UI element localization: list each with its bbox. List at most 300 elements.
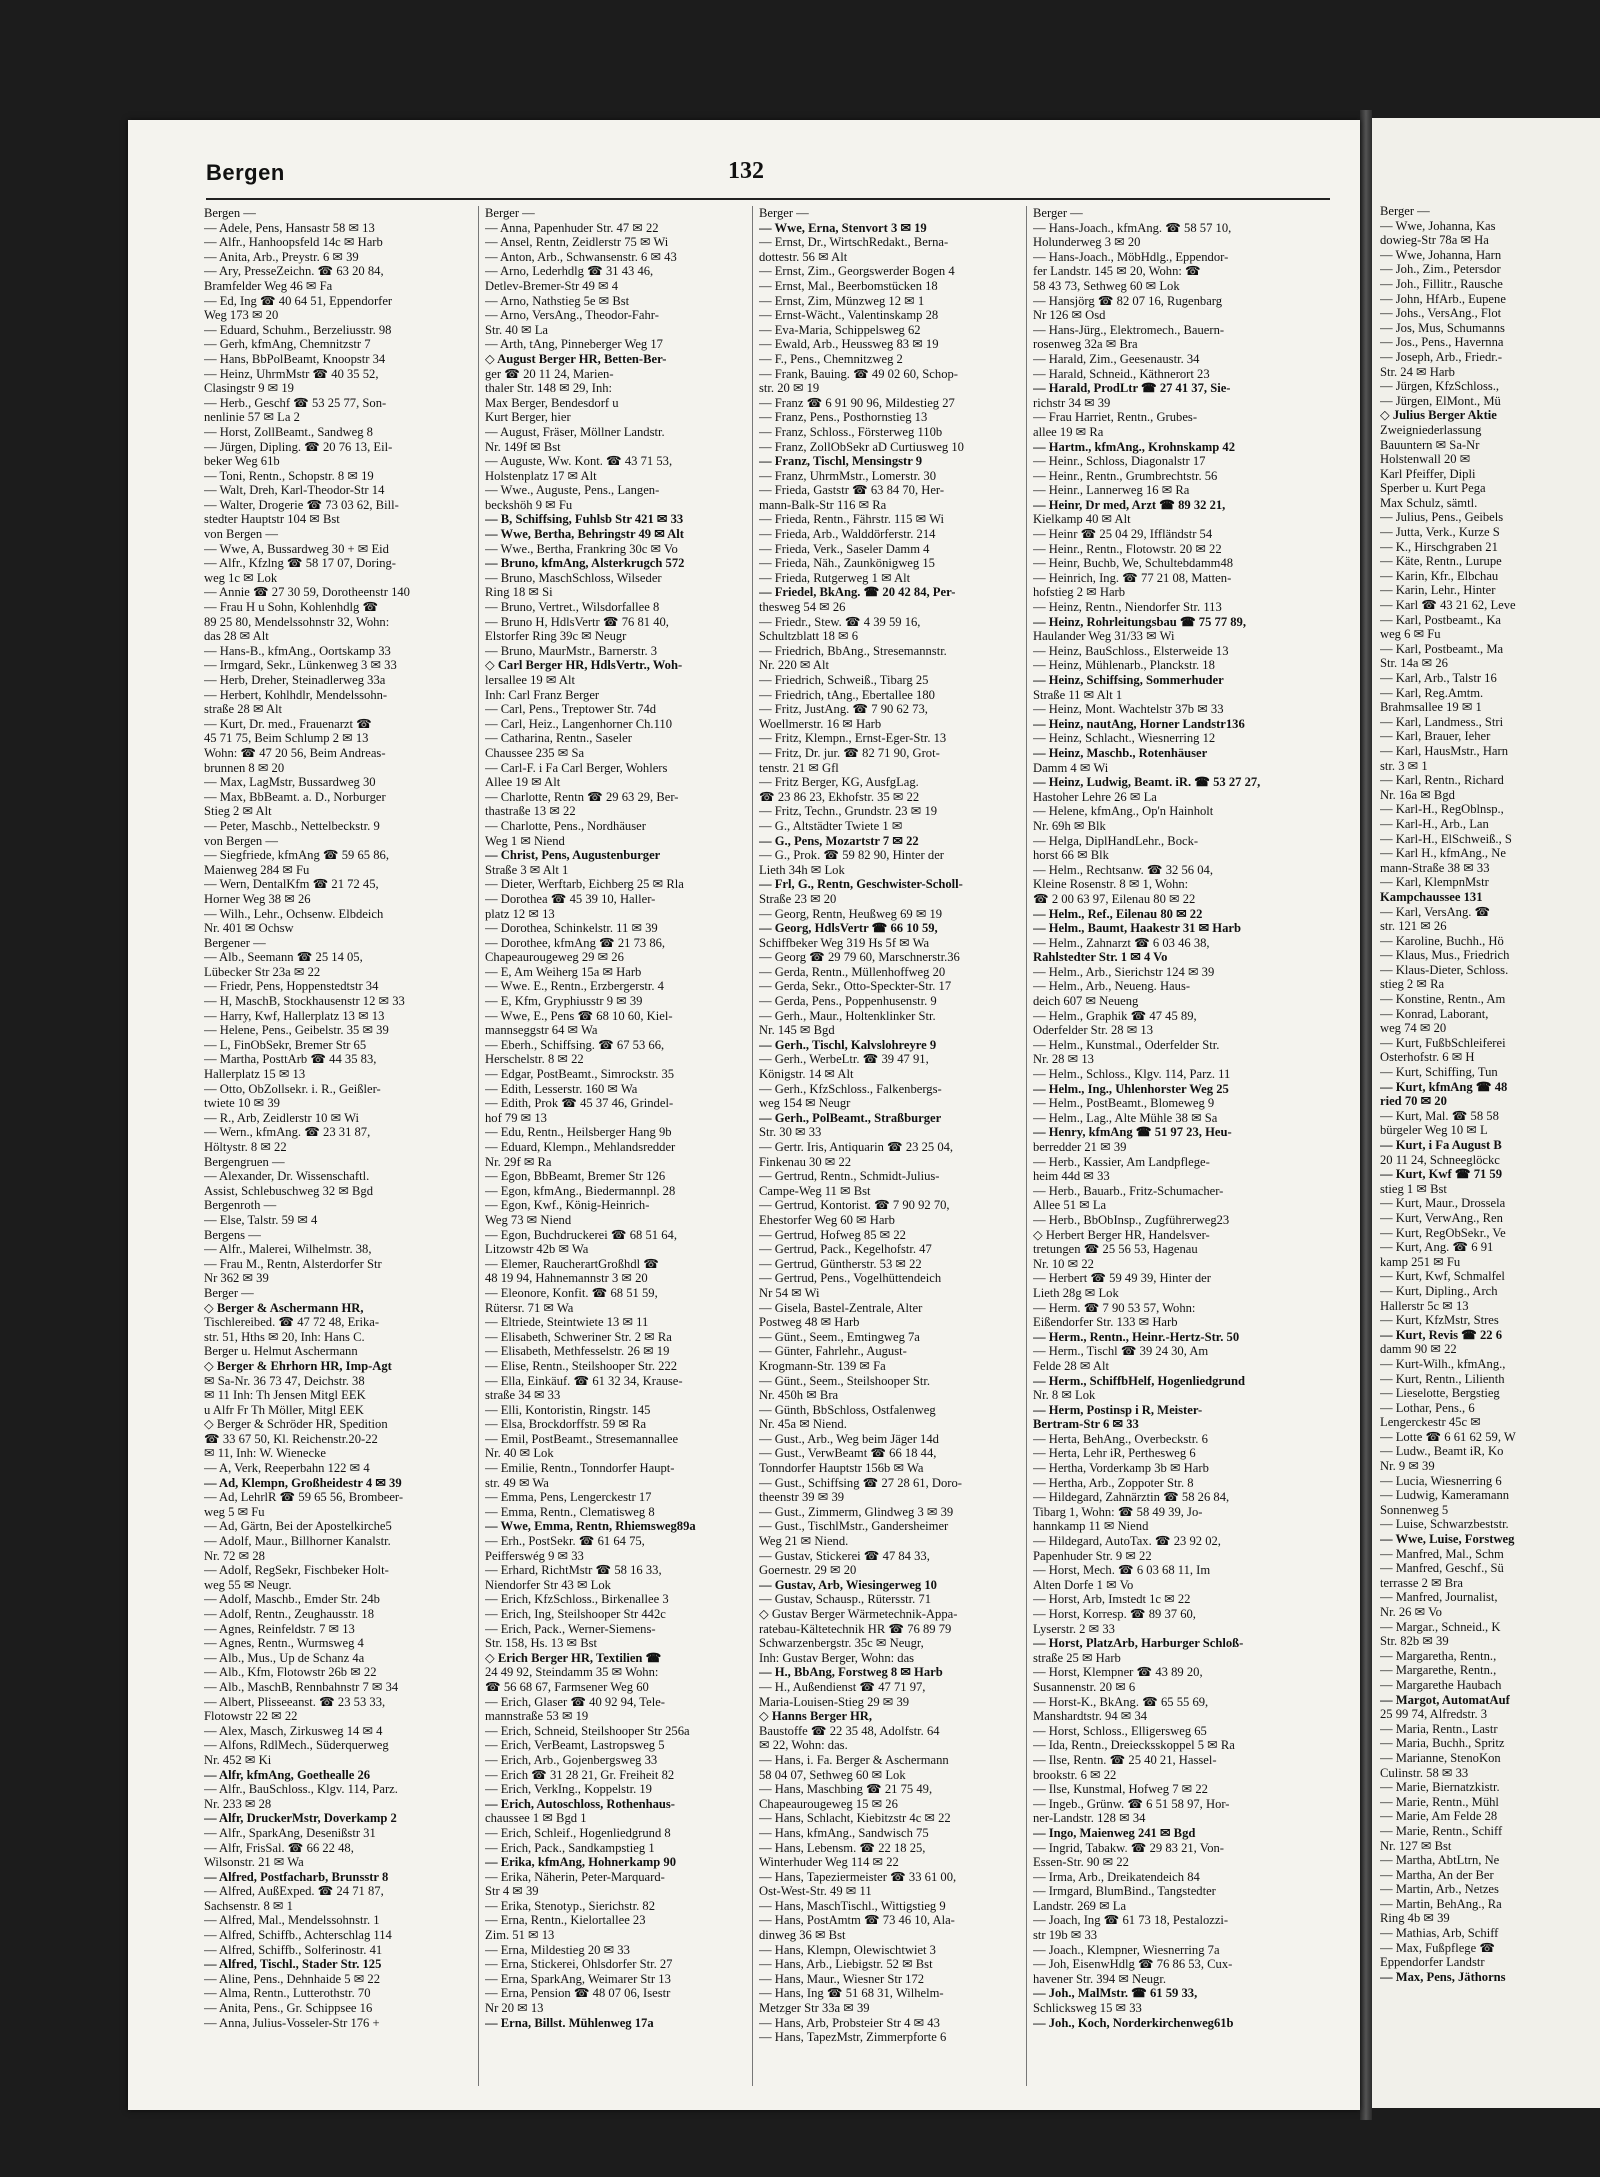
directory-entry-line: — Elisabeth, Methfesselstr. 26 ✉ 19	[485, 1344, 670, 1359]
directory-entry-line: — Hans, Schlacht, Kiebitzstr 4c ✉ 22	[759, 1811, 951, 1826]
directory-entry-line: Stieg 2 ✉ Alt	[204, 804, 272, 819]
directory-entry-line: — L, FinObSekr, Bremer Str 65	[204, 1037, 367, 1052]
directory-entry-line: weg 5 ✉ Fu	[204, 1504, 265, 1519]
facing-page-entry-line: kamp 251 ✉ Fu	[1380, 1254, 1461, 1269]
directory-entry-line: Nr 20 ✉ 13	[485, 2001, 544, 2016]
facing-page-entry-line: str. 3 ✉ 1	[1380, 758, 1428, 773]
directory-entry-line: — Ansel, Rentn, Zeidlerstr 75 ✉ Wi	[485, 235, 669, 250]
directory-entry-line: Nr. 72 ✉ 28	[204, 1548, 265, 1563]
directory-entry-line: — Hans-Joach., kfmAng. ☎ 58 57 10,	[1033, 220, 1232, 235]
directory-entry-line: Bergener —	[204, 935, 266, 950]
directory-entry-line: Horner Weg 38 ✉ 26	[204, 891, 311, 906]
directory-entry-line: — Peter, Maschb., Nettelbeckstr. 9	[204, 818, 380, 833]
directory-entry-line: thaler Str. 148 ✉ 29, Inh:	[485, 381, 613, 396]
directory-entry-line: — Helga, DiplHandLehr., Bock-	[1033, 833, 1199, 848]
facing-page-entry-line: — Lieselotte, Bergstieg	[1380, 1386, 1500, 1401]
directory-entry-line: Schiffbeker Weg 319 Hs 5f ✉ Wa	[759, 935, 930, 950]
directory-entry-line: — Catharina, Rentn., Saseler	[485, 731, 632, 746]
directory-entry-line: — Heinr., Rentn., Grumbrechtstr. 56	[1033, 468, 1218, 483]
directory-entry-line: Detlev-Bremer-Str 49 ✉ 4	[485, 278, 619, 293]
directory-entry-line: — E, Am Weiherg 15a ✉ Harb	[485, 964, 642, 979]
directory-entry-line: — Wwe, Emma, Rentn, Rhiemsweg89a	[485, 1519, 696, 1534]
directory-entry-line: — Arth, tAng, Pinneberger Weg 17	[485, 337, 663, 352]
directory-entry-line: — Erhard, RichtMstr ☎ 58 16 33,	[485, 1563, 662, 1578]
directory-entry-line: — Hans, Arb., Liebigstr. 52 ✉ Bst	[759, 1957, 933, 1972]
directory-entry-line: — Bruno, Vertret., Wilsdorfallee 8	[485, 600, 660, 615]
directory-entry-line: — Irmgard, BlumBind., Tangstedter	[1033, 1884, 1216, 1899]
facing-page-entry-line: Sonnenweg 5	[1380, 1502, 1449, 1517]
directory-entry-line: — Horst, Mech. ☎ 6 03 68 11, Im	[1033, 1563, 1211, 1578]
directory-entry-line: Chaussee 235 ✉ Sa	[485, 745, 585, 760]
directory-entry-line: Haulander Weg 31/33 ✉ Wi	[1033, 629, 1175, 644]
directory-entry-line: richstr 34 ✉ 39	[1033, 395, 1111, 410]
directory-entry-line: — Wern, DentalKfm ☎ 21 72 45,	[204, 877, 379, 892]
directory-entry-line: — Erna, SparkAng, Weimarer Str 13	[485, 1971, 671, 1986]
directory-entry-line: — Helm., Graphik ☎ 47 45 89,	[1033, 1008, 1197, 1023]
directory-entry-line: — Charlotte, Pens., Nordhäuser	[485, 818, 646, 833]
directory-entry-line: — Gertrud, Hofweg 85 ✉ 22	[759, 1227, 906, 1242]
facing-page-entry-line: — Manfred, Journalist,	[1380, 1590, 1498, 1605]
directory-entry-line: — Erich, Arb., Gojenbergsweg 33	[485, 1752, 658, 1767]
directory-entry-line: Chapeaurougeweg 15 ✉ 26	[759, 1796, 898, 1811]
directory-entry-line: ◇ Berger & Schröder HR, Spedition	[204, 1417, 388, 1432]
directory-entry-line: — Alma, Rentn., Lutterothstr. 70	[204, 1986, 371, 2001]
directory-entry-line: — Frieda, Verk., Saseler Damm 4	[759, 541, 930, 556]
directory-entry-line: — Hans, BbPolBeamt, Knoopstr 34	[204, 351, 386, 366]
facing-page-entry-line: — Margarethe, Rentn.,	[1380, 1663, 1497, 1678]
directory-entry-line: — Wern., kfmAng. ☎ 23 31 87,	[204, 1125, 371, 1140]
directory-entry-line: — Joh, EisenwHdlg ☎ 76 86 53, Cux-	[1033, 1957, 1233, 1972]
directory-entry-line: — Heinz, Maschb., Rotenhäuser	[1033, 745, 1208, 760]
directory-entry-line: Weg 173 ✉ 20	[204, 308, 279, 323]
directory-entry-line: — Herb., BbObInsp., Zugführerweg23	[1033, 1212, 1230, 1227]
directory-entry-line: — Georg ☎ 29 79 60, Marschnerstr.36	[759, 950, 960, 965]
directory-entry-line: ☎ 33 67 50, Kl. Reichenstr.20-22	[204, 1431, 378, 1446]
directory-entry-line: — Heinz, Ludwig, Beamt. iR. ☎ 53 27 27,	[1033, 775, 1261, 790]
directory-entry-line: allee 19 ✉ Ra	[1033, 424, 1104, 439]
directory-entry-line: Berger —	[204, 1285, 254, 1300]
directory-entry-line: — E, Kfm, Gryphiusstr 9 ✉ 39	[485, 994, 643, 1009]
directory-entry-line: Peifferswég 9 ✉ 33	[485, 1548, 584, 1563]
directory-entry-line: — Günt., Seem., Steilshooper Str.	[759, 1373, 931, 1388]
directory-entry-line: — Heinz, Mühlenarb., Planckstr. 18	[1033, 658, 1215, 673]
directory-entry-line: — Hertha, Arb., Zoppoter Str. 8	[1033, 1475, 1194, 1490]
directory-entry-line: — Joach, Ing ☎ 61 73 18, Pestalozzi-	[1033, 1913, 1229, 1928]
directory-entry-line: — Arno, Nathstieg 5e ✉ Bst	[485, 293, 630, 308]
directory-entry-line: — Gertrud, Rentn., Schmidt-Julius-	[759, 1169, 940, 1184]
directory-entry-line: — Anita, Pens., Gr. Schippsee 16	[204, 2001, 373, 2016]
facing-page-entry-line: — Karl, HausMstr., Harn	[1380, 743, 1509, 758]
facing-page-entry-line: — Ludw., Beamt iR, Ko	[1380, 1444, 1504, 1459]
directory-entry-line: Kielkamp 40 ✉ Alt	[1033, 512, 1131, 527]
directory-entry-line: — Frau M., Rentn, Alsterdorfer Str	[204, 1256, 382, 1271]
facing-page-entry-line: 20 11 24, Schneeglöckc	[1380, 1152, 1500, 1167]
directory-entry-line: — Herb., Kassier, Am Landpflege-	[1033, 1154, 1210, 1169]
directory-entry-line: Tischlereibed. ☎ 47 72 48, Erika-	[204, 1315, 380, 1330]
facing-page-entry-line: — Luise, Schwarzbeststr.	[1380, 1517, 1509, 1532]
facing-page-entry-line: Ring 4b ✉ 39	[1380, 1911, 1450, 1926]
directory-entry-line: — Emil, PostBeamt., Stresemannallee	[485, 1431, 679, 1446]
directory-entry-line: — Egon, kfmAng., Biedermannpl. 28	[485, 1183, 676, 1198]
directory-entry-line: ☎ 2 00 63 97, Eilenau 80 ✉ 22	[1033, 891, 1196, 906]
facing-page-entry-line: Zweigniederlassung	[1380, 422, 1482, 437]
directory-entry-line: Königstr. 14 ✉ Alt	[759, 1067, 854, 1082]
directory-entry-line: — Alfred, Schiffb., Solferinostr. 41	[204, 1942, 383, 1957]
directory-entry-line: Rahlstedter Str. 1 ✉ 4 Vo	[1033, 950, 1168, 965]
directory-entry-line: Sachsenstr. 8 ✉ 1	[204, 1898, 293, 1913]
directory-entry-line: — Martha, PosttArb ☎ 44 35 83,	[204, 1052, 377, 1067]
directory-entry-line: — Friedrich, tAng., Ebertallee 180	[759, 687, 935, 702]
directory-entry-line: — Gertrud, Pens., Vogelhüttendeich	[759, 1271, 942, 1286]
directory-entry-line: — Heinz, Rohrleitungsbau ☎ 75 77 89,	[1033, 614, 1247, 629]
facing-page-entry-line: — Karin, Lehr., Hinter	[1380, 583, 1496, 598]
directory-entry-line: — Alfr., SparkAng, Desenißstr 31	[204, 1825, 376, 1840]
directory-entry-line: — Horst, Korresp. ☎ 89 37 60,	[1033, 1607, 1196, 1621]
directory-entry-line: — Erich, KfzSchloss., Birkenallee 3	[485, 1592, 669, 1607]
facing-page-entry-line: ried 70 ✉ 20	[1380, 1094, 1447, 1109]
directory-entry-line: — Wwe, A, Bussardweg 30 + ✉ Eid	[204, 541, 389, 556]
facing-page-entry-line: weg 74 ✉ 20	[1380, 1021, 1447, 1036]
facing-page-entry-line: — Karoline, Buchh., Hö	[1380, 933, 1504, 948]
directory-entry-line: — Heinz, Schlacht., Wiesnerring 12	[1033, 731, 1216, 746]
facing-page-entry-line: — Kurt, VerwAng., Ren	[1380, 1210, 1503, 1225]
facing-page-entry-line: Max Schulz, sämtl.	[1380, 495, 1478, 510]
directory-entry-line: ✉ Sa-Nr. 36 73 47, Deichstr. 38	[204, 1373, 365, 1388]
directory-entry-line: Schultzblatt 18 ✉ 6	[759, 629, 859, 644]
directory-entry-line: — Helm., Lag., Alte Mühle 38 ✉ Sa	[1033, 1110, 1218, 1125]
facing-page-entry-line: — Max, Fußpflege ☎	[1380, 1940, 1496, 1955]
directory-entry-line: — Franz, Pens., Posthornstieg 13	[759, 410, 928, 425]
directory-entry-line: Nr. 40 ✉ Lok	[485, 1446, 554, 1461]
directory-entry-line: — Ad, Klempn, Großheidestr 4 ✉ 39	[204, 1475, 402, 1490]
directory-entry-line: — Adolf, Maschb., Emder Str. 24b	[204, 1592, 380, 1607]
directory-entry-line: — Gerh., Tischl, Kalvslohreyre 9	[759, 1037, 937, 1052]
directory-entry-line: — Helm., Zahnarzt ☎ 6 03 46 38,	[1033, 935, 1210, 950]
directory-entry-line: — Max, LagMstr, Bussardweg 30	[204, 775, 376, 790]
directory-entry-line: — Alfr., Malerei, Wilhelmstr. 38,	[204, 1242, 372, 1257]
directory-entry-line: thesweg 54 ✉ 26	[759, 600, 846, 615]
directory-entry-line: ✉ 22, Wohn: das.	[759, 1738, 848, 1753]
directory-entry-line: — Wwe, Erna, Stenvort 3 ✉ 19	[759, 220, 927, 235]
facing-page-entry-line: — Marie, Rentn., Schiff	[1380, 1823, 1503, 1838]
directory-entry-line: — Edgar, PostBeamt., Simrockstr. 35	[485, 1067, 675, 1082]
directory-entry-line: — Gust., Schiffsing ☎ 27 28 61, Doro-	[759, 1475, 962, 1490]
directory-entry-line: — Elsa, Brockdorffstr. 59 ✉ Ra	[485, 1417, 647, 1432]
directory-entry-line: — Helm., Arb., Neueng. Haus-	[1033, 979, 1191, 994]
directory-entry-line: tretungen ☎ 25 56 53, Hagenau	[1033, 1242, 1198, 1257]
facing-page-entry-line: — Karin, Kfr., Elbchau	[1380, 568, 1499, 583]
facing-page-entry-line: — Ludwig, Kameramann	[1380, 1488, 1510, 1503]
directory-entry-line: — H, MaschB, Stockhausenstr 12 ✉ 33	[204, 994, 405, 1009]
facing-page-entry-line: — Klaus-Dieter, Schloss.	[1380, 962, 1509, 977]
facing-page-entry-line: — Lothar, Pens., 6	[1380, 1400, 1475, 1415]
directory-entry-line: mannstraße 53 ✉ 19	[485, 1709, 589, 1724]
facing-page-entry-line: — Margot, AutomatAuf	[1380, 1692, 1510, 1707]
directory-entry-line: Nr. 69h ✉ Blk	[1033, 818, 1106, 833]
directory-entry-line: Campe-Weg 11 ✉ Bst	[759, 1183, 871, 1198]
facing-page-entry-line: — Käte, Rentn., Lurupe	[1380, 554, 1502, 569]
directory-entry-line: Papenhuder Str. 9 ✉ 22	[1033, 1548, 1152, 1563]
directory-entry-line: Straße 23 ✉ 20	[759, 891, 837, 906]
facing-page-entry-line: — Joseph, Arb., Friedr.-	[1380, 349, 1503, 364]
page-number: 132	[728, 158, 764, 184]
directory-entry-line: — G., Prok. ☎ 59 82 90, Hinter der	[759, 848, 944, 863]
directory-entry-line: Litzowstr 42b ✉ Wa	[485, 1242, 589, 1257]
facing-page-entry-line: — Kurt, Kwf ☎ 71 59	[1380, 1167, 1503, 1182]
facing-page-entry-line: — Manfred, Geschf., Sü	[1380, 1561, 1504, 1576]
directory-entry-line: — Herm. ☎ 7 90 53 57, Wohn:	[1033, 1300, 1196, 1315]
directory-entry-line: — Alb., MaschB, Rennbahnstr 7 ✉ 34	[204, 1679, 399, 1694]
directory-entry-line: — Hans, Maur., Wiesner Str 172	[759, 1971, 925, 1986]
directory-entry-line: — Ida, Rentn., Dreiecksskoppel 5 ✉ Ra	[1033, 1738, 1235, 1753]
directory-entry-line: Baustoffe ☎ 22 35 48, Adolfstr. 64	[759, 1723, 940, 1738]
directory-entry-line: — Edith, Lesserstr. 160 ✉ Wa	[485, 1081, 638, 1096]
directory-entry-line: rosenweg 32a ✉ Bra	[1033, 337, 1138, 352]
directory-entry-line: — Egon, Kwf., König-Heinrich-	[485, 1198, 650, 1213]
directory-entry-line: Schwarzenbergstr. 35c ✉ Neugr,	[759, 1636, 924, 1651]
directory-entry-line: — Ernst, Dr., WirtschRedakt., Berna-	[759, 235, 949, 250]
directory-entry-line: tenstr. 21 ✉ Gfl	[759, 760, 839, 775]
directory-entry-line: — Eduard, Schuhm., Berzeliusstr. 98	[204, 322, 392, 337]
facing-page-entry-line: Bauuntern ✉ Sa-Nr	[1380, 437, 1480, 452]
directory-entry-line: ◇ August Berger HR, Betten-Ber-	[485, 351, 667, 366]
directory-entry-line: — Hildegard, AutoTax. ☎ 23 92 02,	[1033, 1534, 1221, 1549]
directory-entry-line: Nr. 28 ✉ 13	[1033, 1052, 1094, 1067]
directory-entry-line: — Gerh., PolBeamt., Straßburger	[759, 1110, 942, 1125]
directory-entry-line: — Frieda, Rutgerweg 1 ✉ Alt	[759, 570, 911, 585]
directory-entry-line: — Alfred, Postfacharb, Brunsstr 8	[204, 1869, 389, 1884]
directory-entry-line: — Max, BbBeamt. a. D., Norburger	[204, 789, 386, 804]
directory-entry-line: — Gerh., WerbeLtr. ☎ 39 47 91,	[759, 1052, 929, 1067]
directory-entry-line: — Erich, VerkIng., Koppelstr. 19	[485, 1782, 652, 1797]
directory-entry-line: Lyserstr. 2 ✉ 33	[1033, 1621, 1115, 1636]
directory-entry-line: — Heinz, Rentn., Niendorfer Str. 113	[1033, 600, 1222, 615]
directory-entry-line: — Georg, HdlsVertr ☎ 66 10 59,	[759, 921, 938, 936]
directory-entry-line: Finkenau 30 ✉ 22	[759, 1154, 852, 1169]
directory-entry-line: — Alfr., BauSchloss., Klgv. 114, Parz.	[204, 1782, 398, 1797]
directory-entry-line: — Wwe. E., Rentn., Erzbergerstr. 4	[485, 979, 664, 994]
directory-entry-line: fer Landstr. 145 ✉ 20, Wohn: ☎	[1033, 264, 1201, 279]
directory-entry-line: — Hansjörg ☎ 82 07 16, Rugenbarg	[1033, 293, 1223, 308]
directory-entry-line: — H., Außendienst ☎ 47 71 97,	[759, 1679, 926, 1694]
facing-page-entry-line: ◇ Julius Berger Aktie	[1380, 408, 1497, 423]
directory-entry-line: — Harald, Zim., Geesenaustr. 34	[1033, 351, 1200, 366]
facing-page-entry-line: — Konstine, Rentn., Am	[1380, 992, 1506, 1007]
directory-entry-line: Goernestr. 29 ✉ 20	[759, 1563, 857, 1578]
directory-entry-line: — Gust., VerwBeamt ☎ 66 18 44,	[759, 1446, 937, 1461]
directory-entry-line: Krogmann-Str. 139 ✉ Fa	[759, 1358, 886, 1373]
directory-entry-line: — Gerda, Pens., Poppenhusenstr. 9	[759, 994, 937, 1009]
facing-page-entry-line: Nr. 127 ✉ Bst	[1380, 1838, 1452, 1853]
directory-entry-line: — Annie ☎ 27 30 59, Dorotheenstr 140	[204, 585, 410, 600]
directory-entry-line: weg 55 ✉ Neugr.	[204, 1577, 292, 1592]
directory-entry-line: — Adele, Pens, Hansastr 58 ✉ 13	[204, 220, 375, 235]
directory-entry-line: — Gerh., Maur., Holtenklinker Str.	[759, 1008, 936, 1023]
directory-entry-line: — Helm., Schloss., Klgv. 114, Parz. 11	[1033, 1067, 1231, 1082]
directory-entry-line: — Hildegard, Zahnärztin ☎ 58 26 84,	[1033, 1490, 1230, 1505]
directory-entry-line: — Fritz, Klempn., Ernst-Eger-Str. 13	[759, 731, 947, 746]
directory-entry-line: — Carl, Pens., Treptower Str. 74d	[485, 702, 657, 717]
facing-page-entry-line: — Johs., VersAng., Flot	[1380, 306, 1502, 321]
directory-entry-line: — Alfr, kfmAng, Goethealle 26	[204, 1767, 371, 1782]
directory-entry-line: — Edu, Rentn., Heilsberger Hang 9b	[485, 1125, 672, 1140]
directory-entry-line: — Agnes, Reinfeldstr. 7 ✉ 13	[204, 1621, 355, 1636]
directory-entry-line: Damm 4 ✉ Wi	[1033, 760, 1109, 775]
directory-entry-line: — Alfr., Kfzlng ☎ 58 17 07, Doring-	[204, 556, 396, 571]
directory-entry-line: — Erich ☎ 31 28 21, Gr. Freiheit 82	[485, 1767, 675, 1782]
directory-entry-line: — Hans, kfmAng., Sandwisch 75	[759, 1825, 929, 1840]
directory-entry-line: — Alex, Masch, Zirkusweg 14 ✉ 4	[204, 1723, 383, 1738]
directory-entry-line: — Frieda, Rentn., Fährstr. 115 ✉ Wi	[759, 512, 944, 527]
facing-page-entry-line: — Klaus, Mus., Friedrich	[1380, 948, 1510, 963]
facing-page-entry-line: Hallerstr 5c ✉ 13	[1380, 1298, 1469, 1313]
directory-entry-line: — Erika, kfmAng, Hohnerkamp 90	[485, 1855, 677, 1870]
directory-entry-line: — Erna, Mildestieg 20 ✉ 33	[485, 1942, 630, 1957]
directory-entry-line: Hallerplatz 15 ✉ 13	[204, 1067, 306, 1082]
directory-entry-line: — Helm., Rechtsanw. ☎ 32 56 04,	[1033, 862, 1213, 877]
facing-page-entry-line: mann-Straße 38 ✉ 33	[1380, 860, 1490, 875]
directory-entry-line: Flotowstr 22 ✉ 22	[204, 1709, 298, 1724]
directory-entry-line: Nr. 220 ✉ Alt	[759, 658, 830, 673]
directory-entry-line: Felde 28 ✉ Alt	[1033, 1358, 1109, 1373]
directory-entry-line: — Helm., Arb., Sierichstr 124 ✉ 39	[1033, 964, 1215, 979]
facing-page-entry-line: — Karl-H., RegOblnsp.,	[1380, 802, 1504, 817]
directory-entry-line: — Elise, Rentn., Steilshooper Str. 222	[485, 1358, 678, 1373]
directory-entry-line: — Aline, Pens., Dehnhaide 5 ✉ 22	[204, 1971, 380, 1986]
facing-page-entry-line: Str. 82b ✉ 39	[1380, 1634, 1449, 1649]
directory-entry-line: — Joh., Koch, Norderkirchenweg61b	[1033, 2015, 1234, 2030]
directory-entry-line: — Heinz, nautAng, Horner Landstr136	[1033, 716, 1245, 731]
directory-entry-line: — Gust., Arb., Weg beim Jäger 14d	[759, 1431, 939, 1446]
directory-entry-line: ◇ Hanns Berger HR,	[759, 1709, 872, 1724]
directory-entry-line: ◇ Berger & Aschermann HR,	[204, 1300, 364, 1315]
directory-entry-line: — Herm., SchiffbHelf, Hogenliedgrund	[1033, 1373, 1245, 1388]
directory-entry-line: Nr. 10 ✉ 22	[1033, 1256, 1094, 1271]
directory-entry-line: Tibarg 1, Wohn: ☎ 58 49 39, Jo-	[1033, 1504, 1203, 1519]
directory-entry-line: — Irma, Arb., Dreikatendeich 84	[1033, 1869, 1200, 1884]
directory-entry-line: — Horst, Schloss., Elligersweg 65	[1033, 1723, 1207, 1738]
directory-entry-line: — Alfons, RdlMech., Süderquerweg	[204, 1738, 389, 1753]
directory-entry-line: Essen-Str. 90 ✉ 22	[1033, 1855, 1129, 1870]
directory-entry-line: — Joach., Klempner, Wiesnerring 7a	[1033, 1942, 1220, 1957]
column-3	[752, 206, 1031, 2086]
directory-entry-line: Ring 18 ✉ Si	[485, 585, 553, 600]
directory-entry-line: — Heinr., Rentn., Flotowstr. 20 ✉ 22	[1033, 541, 1222, 556]
facing-page-entry-line: — Martha, AbtLtrn, Ne	[1380, 1853, 1500, 1868]
facing-page-entry-line: Eppendorfer Landstr	[1380, 1955, 1485, 1970]
directory-entry-line: — Franz, Tischl, Mensingstr 9	[759, 454, 923, 469]
directory-entry-line: — Herm., Rentn., Heinr.-Hertz-Str. 50	[1033, 1329, 1240, 1344]
directory-entry-line: — Helm., Ing., Uhlenhorster Weg 25	[1033, 1081, 1229, 1096]
directory-entry-line: — Kurt, Dr. med., Frauenarzt ☎	[204, 716, 372, 731]
directory-entry-line: twiete 10 ✉ 39	[204, 1096, 280, 1111]
directory-entry-line: — Elisabeth, Schweriner Str. 2 ✉ Ra	[485, 1329, 672, 1344]
facing-page-entry-line: Sperber u. Kurt Pega	[1380, 481, 1486, 496]
directory-entry-line: — Emma, Rentn., Clematisweg 8	[485, 1504, 655, 1519]
directory-entry-line: — Harry, Kwf, Hallerplatz 13 ✉ 13	[204, 1008, 385, 1023]
facing-page-entry-line: bürgeler Weg 10 ✉ L	[1380, 1123, 1488, 1138]
directory-entry-line: — Horst, ZollBeamt., Sandweg 8	[204, 424, 373, 439]
facing-page-entry-line: Berger —	[1380, 204, 1430, 218]
directory-entry-line: Niendorfer Str 43 ✉ Lok	[485, 1577, 611, 1592]
directory-entry-line: Lübecker Str 23a ✉ 22	[204, 964, 321, 979]
directory-entry-line: — Erich, Autoschloss, Rothenhaus-	[485, 1796, 675, 1811]
facing-page-entry-line: — Karl, Postbeamt., Ma	[1380, 641, 1504, 656]
directory-entry-line: Winterhuder Weg 114 ✉ 22	[759, 1855, 899, 1870]
directory-entry-line: — Franz, UhrmMstr., Lomerstr. 30	[759, 468, 936, 483]
directory-entry-line: — Gerh., KfzSchloss., Falkenbergs-	[759, 1081, 942, 1096]
directory-entry-line: Nr. 401 ✉ Ochsw	[204, 921, 294, 936]
directory-entry-line: brunnen 8 ✉ 20	[204, 760, 285, 775]
directory-entry-line: Bergens —	[204, 1227, 261, 1242]
directory-entry-line: — Ernst, Mal., Beerbomstücken 18	[759, 278, 938, 293]
facing-page-entry-line: — Margar., Schneid., K	[1380, 1619, 1501, 1634]
directory-entry-line: Nr. 145 ✉ Bgd	[759, 1023, 835, 1038]
directory-entry-line: weg 1c ✉ Lok	[204, 570, 278, 585]
facing-page-entry-line: — Kurt, Maur., Drossela	[1380, 1196, 1506, 1211]
directory-entry-line: — Albert, Plisseeanst. ☎ 23 53 33,	[204, 1694, 386, 1709]
directory-entry-line: Nr 54 ✉ Wi	[759, 1285, 820, 1300]
facing-page-entry-line: — Kurt, Mal. ☎ 58 58	[1380, 1108, 1499, 1123]
directory-entry-line: — Horst-K., BkAng. ☎ 65 55 69,	[1033, 1694, 1209, 1709]
directory-entry-line: Holstenplatz 17 ✉ Alt	[485, 468, 597, 483]
directory-entry-line: — Gustav, Arb, Wiesingerweg 10	[759, 1577, 937, 1592]
column-1	[204, 206, 476, 2086]
directory-entry-line: — Alfred, Mal., Mendelssohnstr. 1	[204, 1913, 380, 1928]
directory-entry-line: — Alb., Seemann ☎ 25 14 05,	[204, 950, 363, 965]
directory-entry-line: weg 154 ✉ Neugr	[759, 1096, 851, 1111]
facing-page-entry-line: — Wwe, Luise, Forstweg	[1380, 1532, 1515, 1547]
directory-entry-line: mannseggstr 64 ✉ Wa	[485, 1023, 598, 1038]
directory-entry-line: — Herb., Bauarb., Fritz-Schumacher-	[1033, 1183, 1224, 1198]
directory-entry-line: Nr. 450h ✉ Bra	[759, 1388, 839, 1403]
facing-page-entry-line: — Joh., Fillitr., Rausche	[1380, 276, 1503, 291]
directory-entry-line: — Erna, Rentn., Kielortallee 23	[485, 1913, 646, 1928]
directory-entry-line: ratebau-Kältetechnik HR ☎ 76 89 79	[759, 1621, 952, 1636]
directory-entry-line: Straße 11 ✉ Alt 1	[1033, 687, 1123, 702]
directory-entry-line: Kleine Rosenstr. 8 ✉ 1, Wohn:	[1033, 877, 1189, 892]
facing-page-entry-line: damm 90 ✉ 22	[1380, 1342, 1457, 1357]
facing-page-column	[1380, 204, 1600, 1984]
directory-entry-line: — Elemer, RaucherartGroßhdl ☎	[485, 1256, 659, 1271]
directory-entry-line: Weg 1 ✉ Niend	[485, 833, 565, 848]
facing-page-entry-line: — Mathias, Arb, Schiff	[1380, 1926, 1499, 1941]
directory-entry-line: — Ewald, Arb., Heussweg 83 ✉ 19	[759, 337, 939, 352]
directory-entry-line: — Gertrud, Pack., Kegelhofstr. 47	[759, 1242, 932, 1257]
facing-page-entry-line: Kampchaussee 131	[1380, 889, 1483, 904]
directory-entry-line: straße 34 ✉ 33	[485, 1388, 561, 1403]
facing-page-entry-line: 25 99 74, Alfredstr. 3	[1380, 1707, 1488, 1722]
directory-entry-line: — Egon, Buchdruckerei ☎ 68 51 64,	[485, 1227, 677, 1242]
facing-page-entry-line: — Wwe, Johanna, Harn	[1380, 247, 1502, 262]
directory-entry-line: — Gerda, Rentn., Müllenhoffweg 20	[759, 964, 946, 979]
directory-entry-line: Max Berger, Bendesdorf u	[485, 395, 619, 410]
directory-entry-line: — Alfr, DruckerMstr, Doverkamp 2	[204, 1811, 397, 1826]
directory-entry-line: — Alb., Mus., Up de Schanz 4a	[204, 1650, 365, 1665]
facing-page-entry-line: — Martin, Arb., Netzes	[1380, 1882, 1499, 1897]
directory-entry-line: str. 49 ✉ Wa	[485, 1475, 549, 1490]
directory-entry-line: hof 79 ✉ 13	[485, 1110, 547, 1125]
directory-entry-line: — Erich, VerBeamt, Lastropsweg 5	[485, 1738, 665, 1753]
directory-entry-line: — Emilie, Rentn., Tonndorfer Haupt-	[485, 1461, 675, 1476]
directory-entry-line: — Charlotte, Rentn ☎ 29 63 29, Ber-	[485, 789, 679, 804]
directory-entry-line: — Bruno H, HdlsVertr ☎ 76 81 40,	[485, 614, 669, 629]
directory-entry-line: — Eduard, Klempn., Mehlandsredder	[485, 1140, 676, 1154]
facing-page-entry-line: — John, HfArb., Eupene	[1380, 291, 1506, 306]
directory-entry-line: Nr. 149f ✉ Bst	[485, 439, 561, 454]
directory-entry-line: 45 71 75, Beim Schlump 2 ✉ 13	[204, 731, 369, 746]
directory-entry-line: stedter Hauptstr 104 ✉ Bst	[204, 512, 340, 527]
